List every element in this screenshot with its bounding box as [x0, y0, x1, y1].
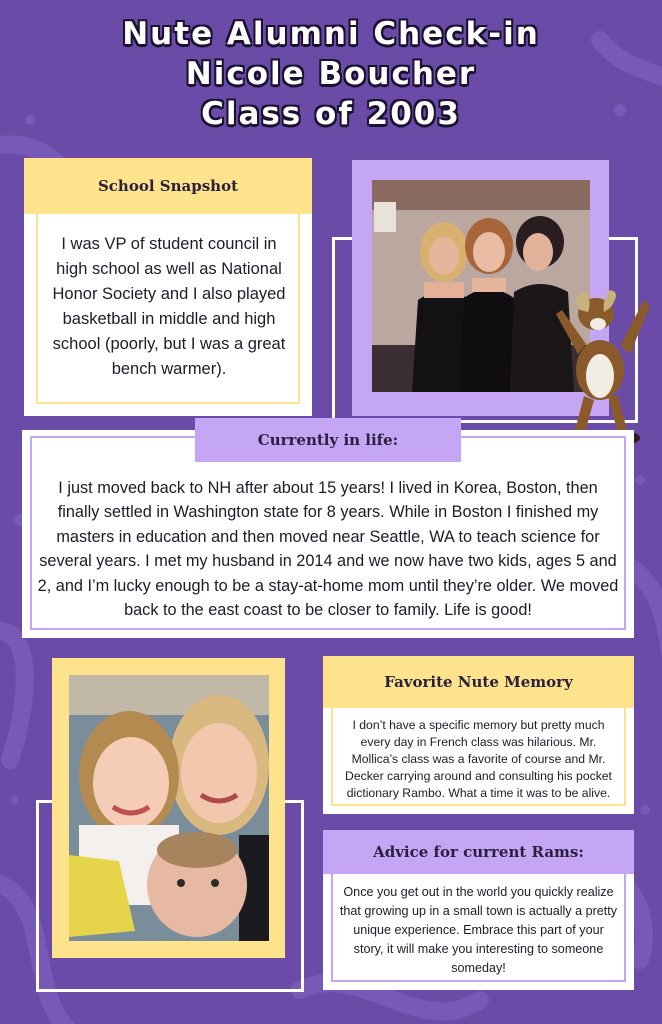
- family-photo-frame: [52, 658, 285, 958]
- currently-in-life-title: Currently in life:: [195, 418, 461, 462]
- school-snapshot-text: I was VP of student council in high school as well as National Honor Society and I also played basketball in middle and high school (poorly, but I was a great bench warmer).: [52, 235, 286, 378]
- title-class-year: Class of 2003: [201, 96, 461, 132]
- family-photo: [69, 675, 269, 941]
- advice-card: [323, 830, 634, 990]
- currently-in-life-text: I just moved back to NH after about 15 years! I lived in Korea, Boston, then finally settled in Washington state for 8 years. While in Boston I finished my masters in education and then moved near Seattle, WA to teach science for several years. I met my husband in 2014 and we now have two kids, ages 5 and 2, and I’m lucky enough to be a stay-at-home mom until they’re older. We moved back to the east coast to be closer to family. Life is good!: [37, 478, 619, 619]
- ram-mascot-image: [548, 284, 652, 452]
- advice-title: Advice for current Rams:: [323, 830, 634, 874]
- school-snapshot-card: [24, 158, 312, 416]
- favorite-memory-title: Favorite Nute Memory: [323, 656, 634, 708]
- page-title: [0, 14, 662, 134]
- advice-text: Once you get out in the world you quickly realize that growing up in a small town is actually a pretty unique experience. Embrace this part of your story, it will make you interesting to someone someday!: [339, 884, 618, 975]
- school-snapshot-title: School Snapshot: [24, 158, 312, 214]
- favorite-memory-text: I don’t have a specific memory but pretty much every day in French class was hilarious. Mr. Mollica’s class was a favorite of course and Mr. Decker carrying around and consulting his pocket dictionary Rambo. What a time it was to be alive.: [345, 717, 612, 800]
- title-line-1: Nute Alumni Check-in: [122, 16, 540, 52]
- favorite-memory-card: [323, 656, 634, 814]
- title-name: Nicole Boucher: [185, 56, 477, 92]
